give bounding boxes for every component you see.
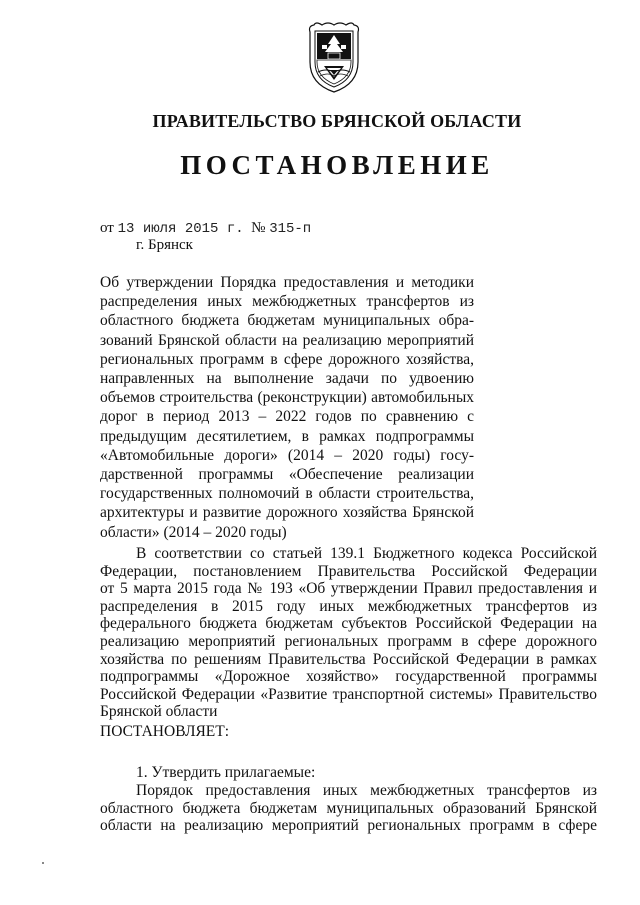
procedure-line: области на реализацию мероприятий региональных программ в сфере [100, 817, 597, 835]
subject-line: дорог в период 2013 – 2022 годов по сравнению с [100, 408, 474, 426]
preamble-line: Брянской области [100, 703, 218, 721]
document-type-title: ПОСТАНОВЛЕНИЕ [180, 150, 494, 180]
bryansk-coat-of-arms-icon [304, 22, 364, 94]
subject-line: направленных на выполнение задачи по удвоению [100, 370, 474, 388]
procedure-line: областного бюджета бюджетам муниципальных образований Брянской [100, 799, 597, 817]
subject-line: дарственной программы «Обеспечение реализации [100, 466, 474, 484]
subject-line: архитектуры и развитие дорожного хозяйства Брянской [100, 504, 474, 522]
procedure-line: Порядок предоставления иных межбюджетных трансфертов из [136, 782, 597, 799]
document-number: 315-п [269, 221, 312, 237]
preamble-line: реализацию мероприятий региональных программ в сфере дорожного [100, 632, 597, 650]
preamble-paragraph [100, 545, 597, 721]
number-sign: № [251, 220, 266, 236]
subject-line: зований Брянской области на реализацию мероприятий [100, 331, 474, 349]
preamble-line: В соответствии со статьей 139.1 Бюджетного кодекса Российской [136, 545, 597, 562]
subject-line: государственных полномочий в области строительства, [100, 485, 474, 503]
document-subject [100, 273, 474, 542]
procedure-paragraph [100, 782, 597, 835]
preamble-line: федерального бюджета бюджетам субъектов Российской Федерации на [100, 615, 597, 633]
subject-line: Об утверждении Порядка предоставления и методики [100, 274, 474, 291]
document-city: г. Брянск [136, 237, 193, 253]
subject-line: «Автомобильные дороги» (2014 – 2020 годы) госу- [100, 446, 474, 464]
document-date-number [100, 220, 311, 237]
subject-line: распределения иных межбюджетных трансфертов из [100, 293, 474, 311]
government-title: ПРАВИТЕЛЬСТВО БРЯНСКОЙ ОБЛАСТИ [152, 111, 522, 131]
decree-word: ПОСТАНОВЛЯЕТ: [100, 723, 230, 740]
preamble-line: от 5 марта 2015 года № 193 «Об утверждении Правил предоставления и [100, 580, 597, 598]
date-prefix: от [100, 220, 114, 236]
subject-line: предыдущим десятилетием, в рамках подпрограммы [100, 427, 474, 445]
subject-line: области» (2014 – 2020 годы) [100, 523, 287, 541]
preamble-line: хозяйства по решениям Правительства Российской Федерации в рамках [100, 650, 597, 668]
preamble-line: подпрограммы «Дорожное хозяйство» государственной программы [100, 668, 597, 686]
subject-line: объемов строительства (реконструкции) автомобильных [100, 389, 474, 407]
preamble-line: Российской Федерации «Развитие транспортной системы» Правительство [100, 685, 597, 703]
scan-speck [42, 862, 44, 864]
document-date: 13 июля 2015 г. [117, 221, 244, 237]
subject-line: областного бюджета бюджетам муниципальных обра- [100, 312, 474, 330]
item-1-heading: 1. Утвердить прилагаемые: [136, 764, 316, 781]
preamble-line: Федерации, постановлением Правительства Российской Федерации [100, 562, 597, 580]
subject-line: региональных программ в сфере дорожного хозяйства, [100, 350, 474, 368]
preamble-line: распределения в 2015 году иных межбюджетных трансфертов из [100, 597, 597, 615]
